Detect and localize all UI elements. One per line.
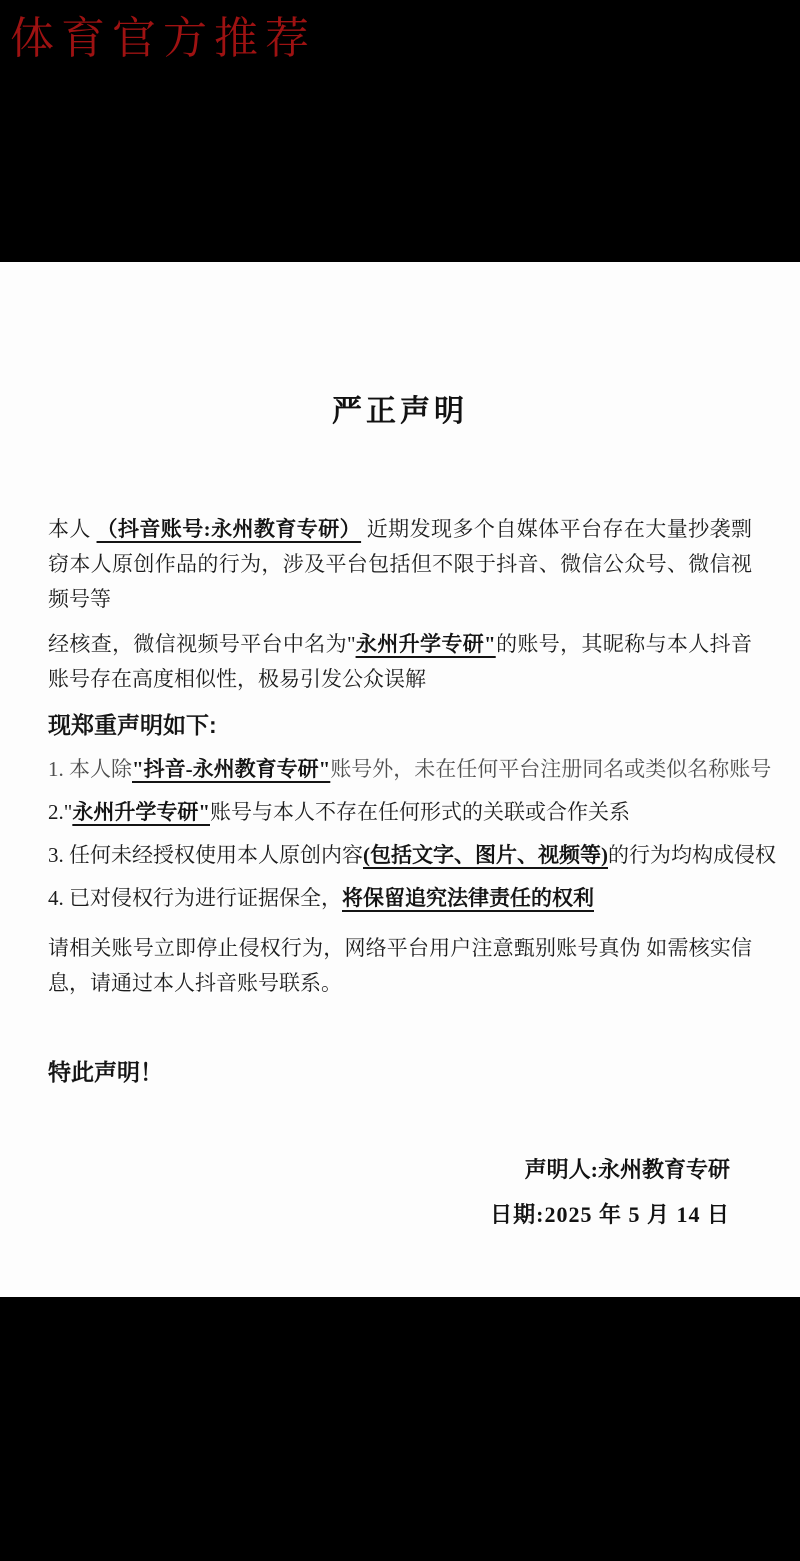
intro-paragraph [48,512,752,617]
declaration-item-1 [48,752,772,787]
verify-run-1: 经核查，微信视频号平台中名为" [48,632,356,656]
document-title: 严正声明 [332,395,468,428]
date-line: 日期:2025 年 5 月 14 日 [490,1202,730,1227]
hereby-statement: 特此声明！ [48,1059,163,1085]
item2-run-3: 账号与本人不存在任何形式的关联或合作关系 [210,800,630,824]
declaration-list [48,752,776,916]
item1-run-3: 账号外，未在任何平台注册同名或类似名称账号 [330,757,772,781]
verify-run-3: 的账号，其昵称与本人抖音账号存在高度相似性，极易引发公众误解 [48,632,752,691]
watermark-text: 体育官方推荐 [10,14,316,63]
declaration-item-3 [48,838,776,873]
item1-run-1: 1. 本人除 [48,757,132,781]
item3-run-3: 的行为均构成侵权 [608,843,776,867]
douyin-account-name: （抖音账号:永州教育专研） [96,517,362,541]
verification-paragraph [48,627,752,697]
item4-run-1: 4. 已对侵权行为进行证据保全， [48,886,342,910]
item1-account-name: "抖音-永州教育专研" [132,757,331,781]
infringing-account-name: 永州升学专研" [355,632,496,656]
declaration-heading: 现郑重声明如下: [48,712,217,738]
signer-line: 声明人:永州教育专研 [524,1157,730,1182]
item2-account-name: 永州升学专研" [72,800,210,824]
item3-run-1: 3. 任何未经授权使用本人原创内容 [48,843,363,867]
closing-paragraph: 请相关账号立即停止侵权行为，网络平台用户注意甄别账号真伪 如需核实信息，请通过本人抖音账号联系。 [48,936,752,995]
intro-run-3: 近期发现多个自媒体平台存在大量抄袭剽窃本人原创作品的行为，涉及平台包括但不限于抖音、微信公众号、微信视频号等 [48,517,753,611]
declaration-item-2 [48,795,752,830]
signature-block [48,1151,752,1234]
item4-legal-rights: 将保留追究法律责任的权利 [342,886,594,910]
item3-content-scope: (包括文字、图片、视频等) [363,843,608,867]
bottom-letterbox-bar [0,1297,800,1561]
statement-document [0,262,800,1297]
top-letterbox-bar [0,0,800,262]
item2-run-1: 2." [48,800,73,824]
intro-run-1: 本人 [48,517,97,541]
declaration-item-4 [48,881,752,916]
